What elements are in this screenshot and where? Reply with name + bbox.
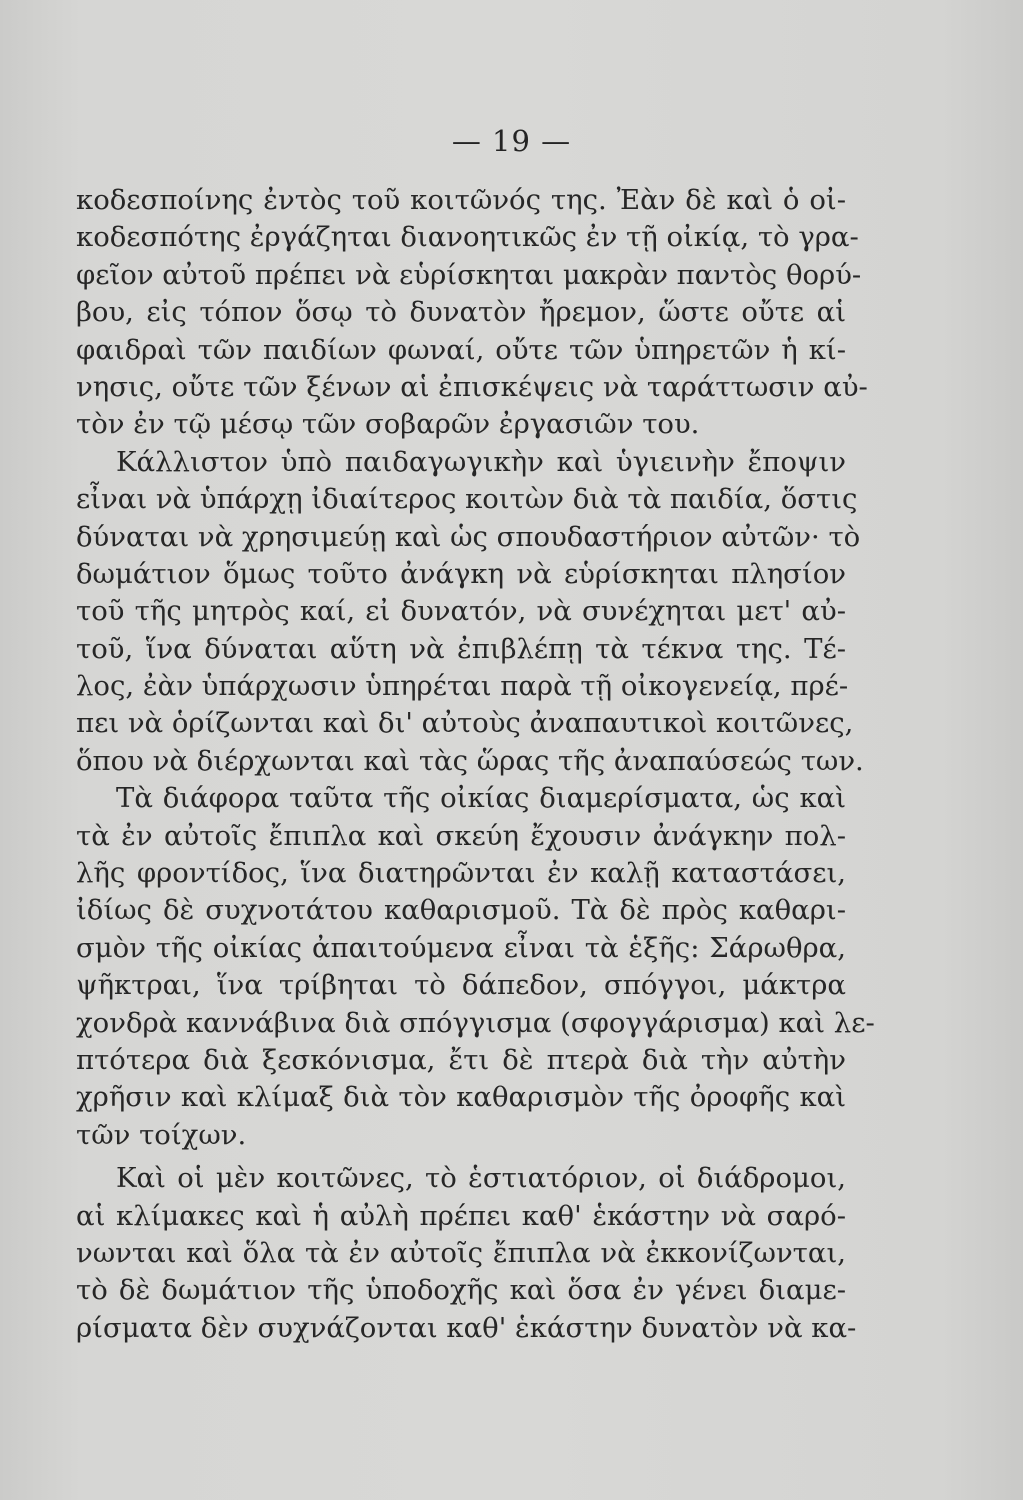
paragraph-1 [76, 182, 868, 444]
text-line: τὰ ἐν αὐτοῖς ἔπιπλα καὶ σκεύη ἔχουσιν ἀνάγκην πολ- [76, 819, 846, 852]
text-line: ὅπου νὰ διέρχωνται καὶ τὰς ὥρας τῆς ἀναπαύσεώς των. [76, 744, 864, 777]
text-line: πει νὰ ὁρίζωνται καὶ δι' αὐτοὺς ἀναπαυτικοὶ κοιτῶνες, [76, 707, 854, 740]
text-line: τὸν ἐν τῷ μέσῳ τῶν σοβαρῶν ἐργασιῶν του. [76, 408, 700, 441]
text-line: Κάλλιστον ὑπὸ παιδαγωγικὴν καὶ ὑγιεινὴν ἔποψιν [116, 445, 846, 478]
text-line: Τὰ διάφορα ταῦτα τῆς οἰκίας διαμερίσματα, ὡς καὶ [116, 782, 846, 815]
text-line: χονδρὰ καννάβινα διὰ σπόγγισμα (σφογγάρισμα) καὶ λε- [76, 1006, 875, 1039]
text-line: τὸ δὲ δωμάτιον τῆς ὑποδοχῆς καὶ ὅσα ἐν γένει διαμε- [76, 1274, 846, 1307]
text-line: εἶναι νὰ ὑπάρχῃ ἰδιαίτερος κοιτὼν διὰ τὰ παιδία, ὅστις [76, 483, 858, 516]
text-line: νωνται καὶ ὅλα τὰ ἐν αὐτοῖς ἔπιπλα νὰ ἐκκονίζωνται, [76, 1236, 846, 1269]
text-line: λῆς φροντίδος, ἵνα διατηρῶνται ἐν καλῇ καταστάσει, [76, 857, 846, 890]
text-line: ψῆκτραι, ἵνα τρίβηται τὸ δάπεδον, σπόγγοι, μάκτρα [76, 969, 846, 1002]
paragraph-2 [76, 444, 864, 781]
paragraph-4 [76, 1160, 857, 1347]
text-line: κοδεσπότης ἐργάζηται διανοητικῶς ἐν τῇ οἰκίᾳ, τὸ γρα- [76, 221, 859, 254]
text-line: βου, εἰς τόπον ὅσῳ τὸ δυνατὸν ἤρεμον, ὥστε οὔτε αἱ [76, 296, 846, 329]
text-line: λος, ἐὰν ὑπάρχωσιν ὑπηρέται παρὰ τῇ οἰκογενείᾳ, πρέ- [76, 670, 849, 703]
text-line: τοῦ τῆς μητρὸς καί, εἰ δυνατόν, νὰ συνέχηται μετ' αὐ- [76, 595, 846, 628]
text-line: ἰδίως δὲ συχνοτάτου καθαρισμοῦ. Τὰ δὲ πρὸς καθαρι- [76, 894, 846, 927]
text-line: φαιδραὶ τῶν παιδίων φωναί, οὔτε τῶν ὑπηρετῶν ἡ κί- [76, 333, 846, 366]
page-number: — 19 — [451, 124, 572, 158]
text-line: νησις, οὔτε τῶν ξένων αἱ ἐπισκέψεις νὰ ταράττωσιν αὐ- [76, 370, 868, 403]
text-line: δύναται νὰ χρησιμεύῃ καὶ ὡς σπουδαστήριον αὐτῶν· τὸ [76, 520, 861, 553]
text-line: πτότερα διὰ ξεσκόνισμα, ἔτι δὲ πτερὰ διὰ τὴν αὐτὴν [76, 1043, 846, 1076]
paragraph-3 [76, 780, 875, 1154]
text-line: χρῆσιν καὶ κλίμαξ διὰ τὸν καθαρισμὸν τῆς ὀροφῆς καὶ [76, 1081, 846, 1114]
text-line: δωμάτιον ὅμως τοῦτο ἀνάγκη νὰ εὑρίσκηται πλησίον [76, 557, 846, 590]
text-line: σμὸν τῆς οἰκίας ἀπαιτούμενα εἶναι τὰ ἑξῆς: Σάρωθρα, [76, 931, 846, 964]
text-line: ρίσματα δὲν συχνάζονται καθ' ἑκάστην δυνατὸν νὰ κα- [76, 1311, 857, 1344]
body-text [76, 182, 875, 1347]
text-line: αἱ κλίμακες καὶ ἡ αὐλὴ πρέπει καθ' ἑκάστην νὰ σαρό- [76, 1199, 846, 1232]
text-line: φεῖον αὐτοῦ πρέπει νὰ εὑρίσκηται μακρὰν παντὸς θορύ- [76, 258, 862, 291]
text-line: τῶν τοίχων. [76, 1118, 247, 1151]
text-line: τοῦ, ἵνα δύναται αὕτη νὰ ἐπιβλέπῃ τὰ τέκνα της. Τέ- [76, 632, 846, 665]
text-line: κοδεσποίνης ἐντὸς τοῦ κοιτῶνός της. Ἐὰν δὲ καὶ ὁ οἰ- [76, 184, 846, 216]
text-line: Καὶ οἱ μὲν κοιτῶνες, τὸ ἑστιατόριον, οἱ διάδρομοι, [116, 1162, 846, 1195]
